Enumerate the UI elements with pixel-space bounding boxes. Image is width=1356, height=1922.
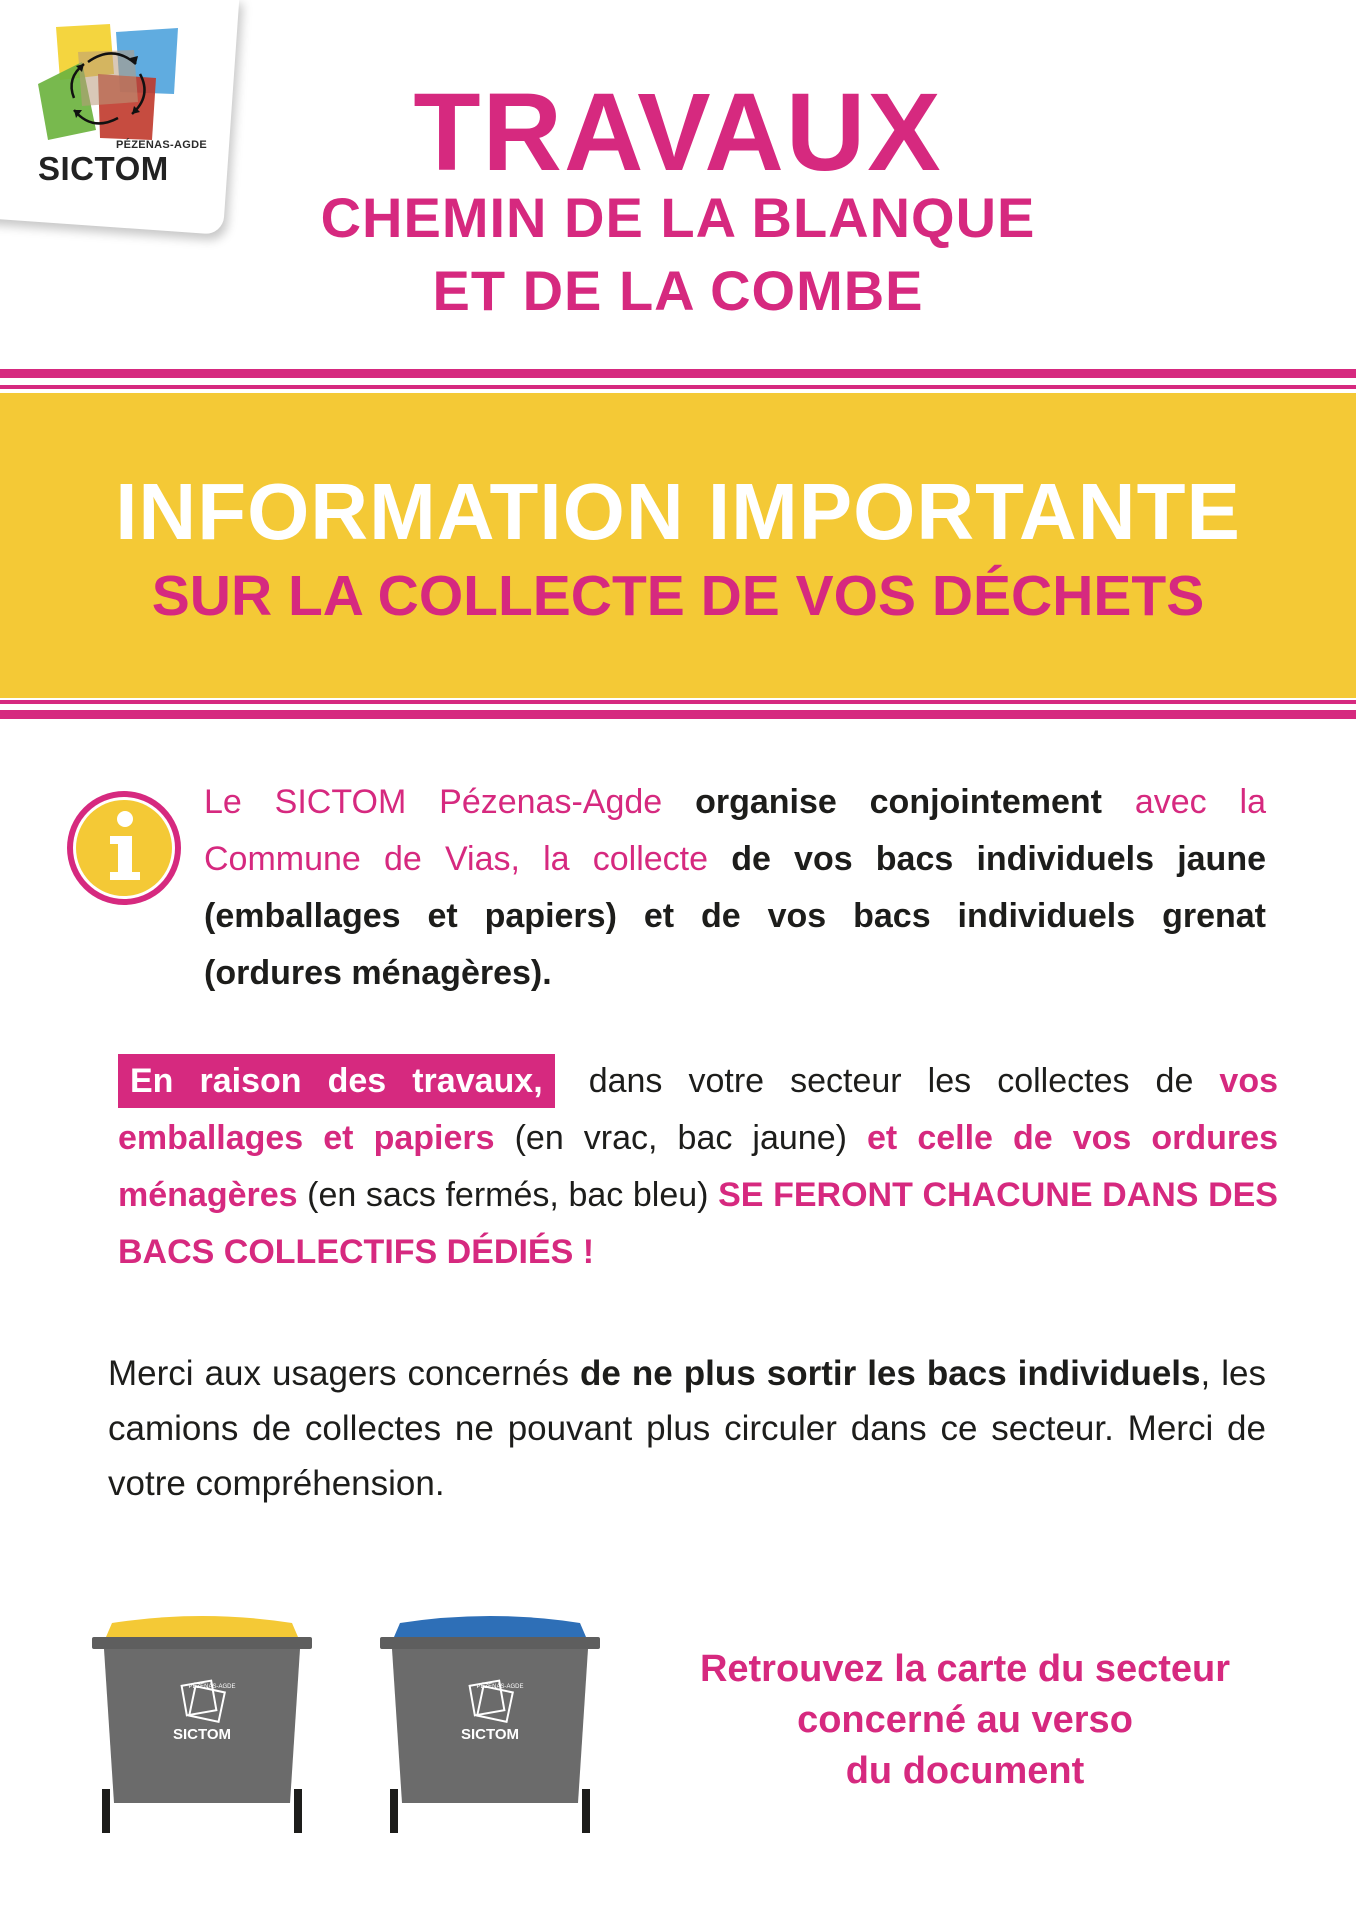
p2-ordures: et celle de vos ordures ménagères: [118, 1119, 1278, 1214]
info-icon: [64, 788, 184, 908]
p2-bacs-collectifs: SE FERONT CHACUNE DANS DES BACS COLLECTIFS DÉDIÉS !: [118, 1176, 1278, 1271]
p1-text-a: organise conjointement: [662, 783, 1135, 821]
banner-stripe-top: [0, 369, 1356, 378]
logo-name: SICTOM: [38, 150, 169, 187]
p2-emballages: vos emballages et papiers: [118, 1062, 1278, 1157]
bin2-label: SICTOM: [460, 1726, 520, 1743]
p2-text-a: dans votre secteur les collectes de: [562, 1062, 1220, 1100]
p2-text-c: (en sacs fermés, bac bleu): [297, 1176, 719, 1214]
logo-subtitle: PÉZENAS-AGDE: [116, 139, 207, 151]
blue-bin-icon: [370, 1613, 610, 1833]
p1-text-b: de vos bacs individuels jaune (emballages et papiers) et de vos bacs individuels grenat (ordures ménagères).: [204, 840, 1266, 992]
p3-text-a: Merci aux usagers concernés: [108, 1354, 581, 1393]
verso-note-line-3: du document: [845, 1750, 1085, 1792]
p3-text-b: , les camions de collectes ne pouvant plus circuler dans ce secteur. Merci de votre compréhension.: [108, 1354, 1266, 1503]
page-title: TRAVAUX: [413, 71, 943, 194]
p1-sictom: Le SICTOM Pézenas-Agde: [204, 783, 663, 821]
title-line-2: ET DE LA COMBE: [432, 259, 924, 322]
paragraph-merci: [108, 1346, 1266, 1511]
banner-stripe-top-thin: [0, 385, 1356, 389]
banner-stripe-bottom-thin: [0, 700, 1356, 704]
paragraph-collecte: [204, 774, 1266, 1002]
bin2-sub: PÉZENAS-AGDE: [476, 1684, 524, 1690]
verso-note-line-2: concerné au verso: [797, 1699, 1133, 1741]
p2-text-b: (en vrac, bac jaune): [494, 1119, 868, 1157]
travaux-tag: En raison des travaux,: [118, 1054, 555, 1108]
bin1-sub: PÉZENAS-AGDE: [188, 1684, 236, 1690]
banner-title: INFORMATION IMPORTANTE: [115, 467, 1241, 556]
yellow-bin-icon: [82, 1613, 322, 1833]
verso-note-line-1: Retrouvez la carte du secteur: [699, 1648, 1231, 1690]
p3-bold: de ne plus sortir les bacs individuels: [580, 1354, 1201, 1393]
bin1-label: SICTOM: [172, 1726, 232, 1743]
p1-commune: avec la Commune de Vias, la collecte: [204, 783, 1267, 878]
verso-note: [640, 1644, 1290, 1797]
title-line-1: CHEMIN DE LA BLANQUE: [320, 186, 1036, 249]
banner-subtitle: SUR LA COLLECTE DE VOS DÉCHETS: [151, 564, 1205, 628]
banner-stripe-bottom: [0, 710, 1356, 719]
paragraph-travaux: [118, 1053, 1278, 1281]
